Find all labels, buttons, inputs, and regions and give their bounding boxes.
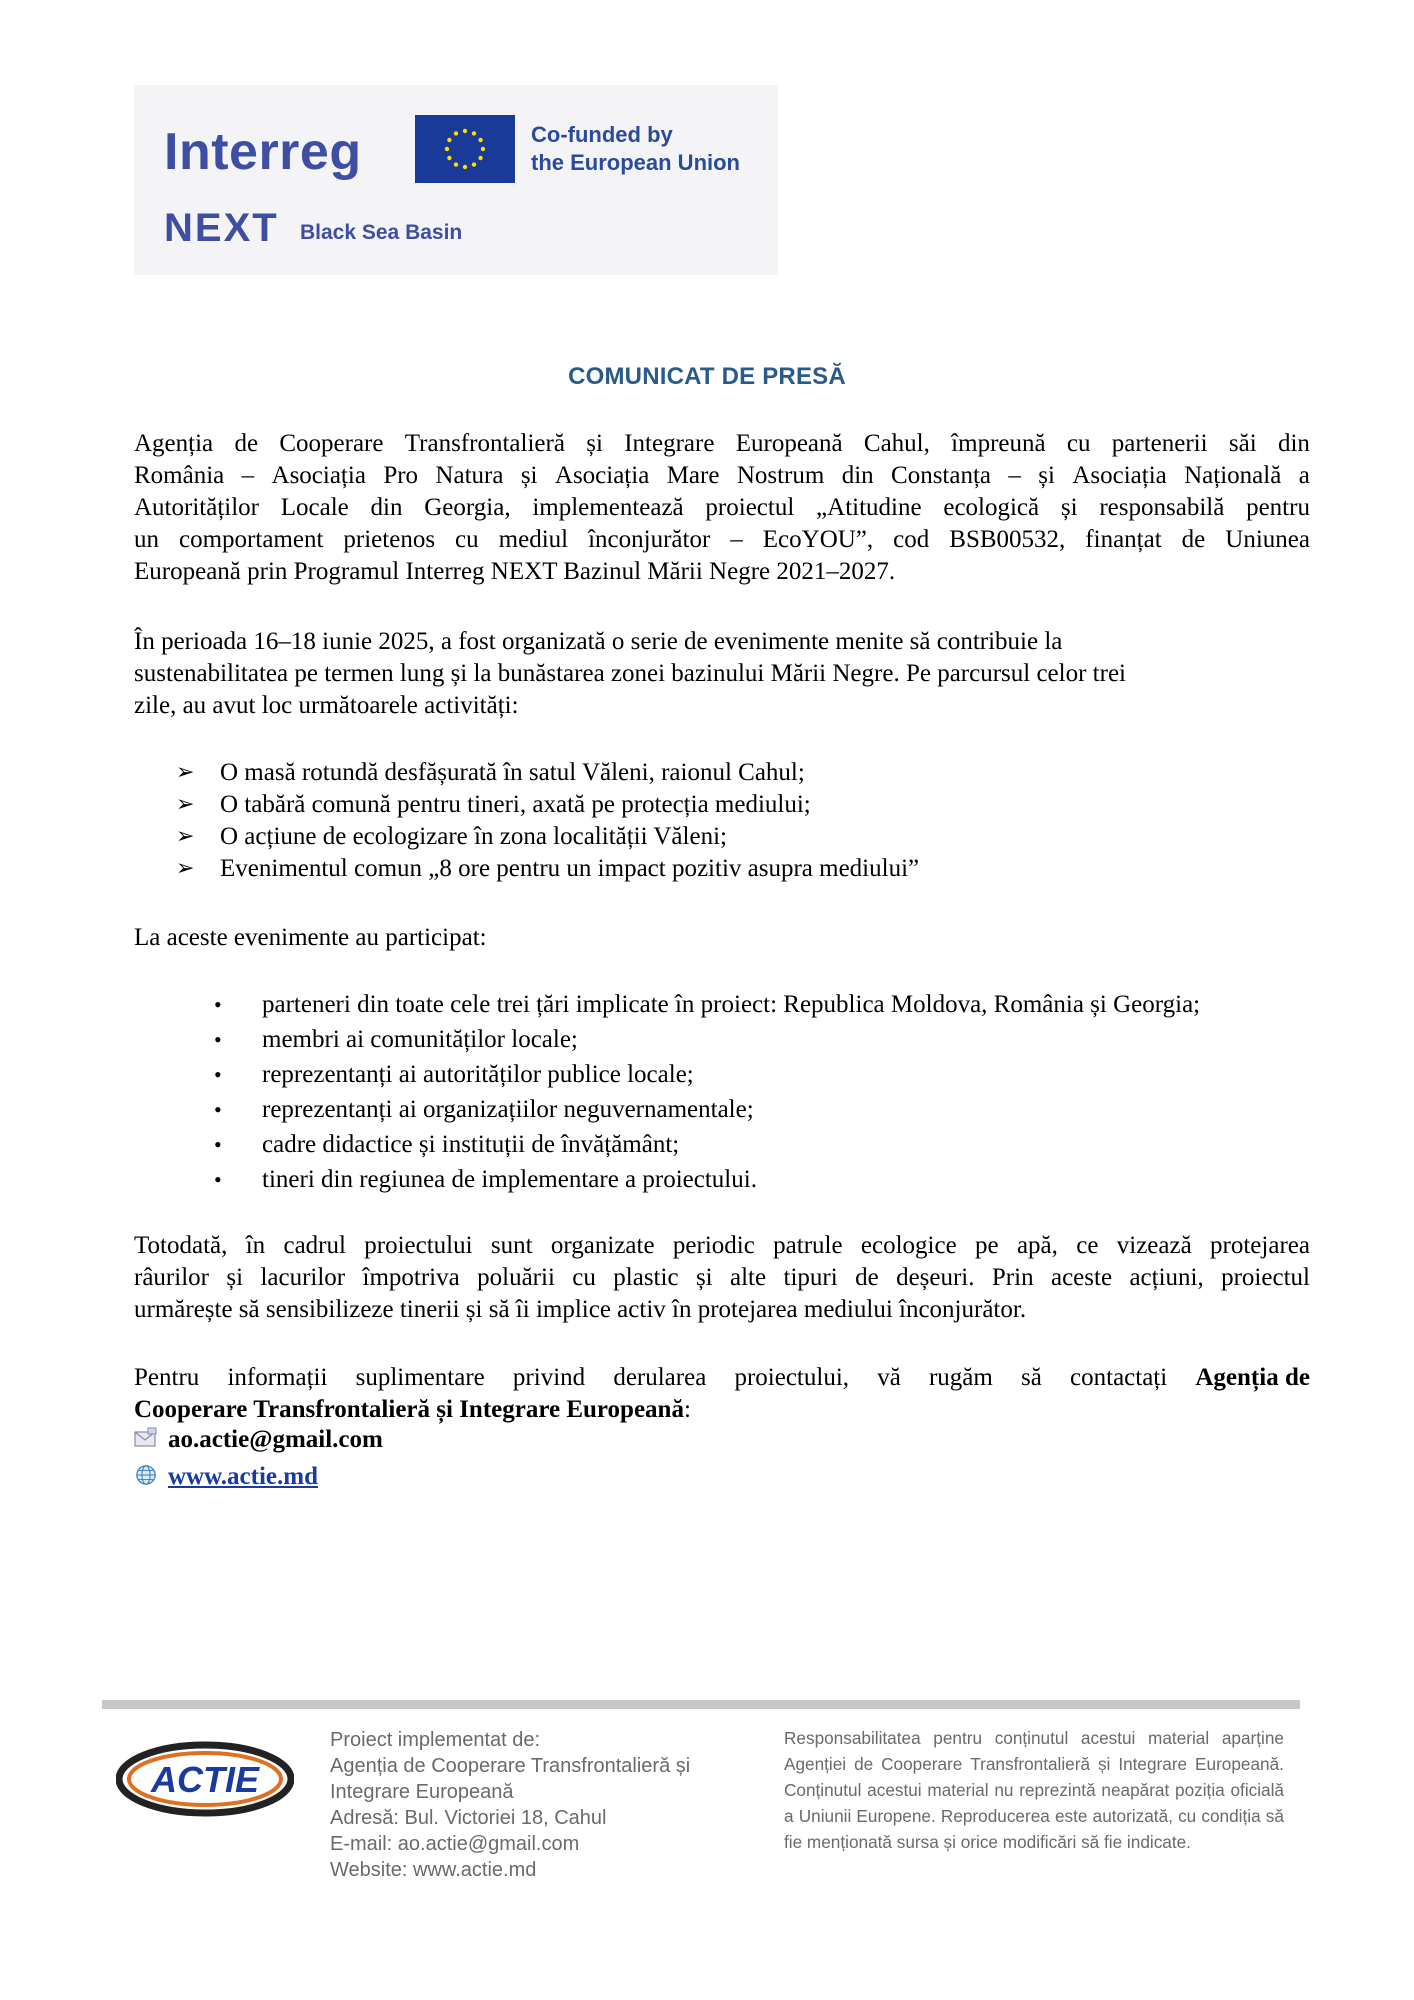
agency-name-part2: Cooperare Transfrontalieră și Integrare Europeană — [134, 1396, 684, 1423]
contact-email — [134, 1426, 383, 1454]
bullet-icon: • — [214, 992, 222, 1017]
actie-logo-text: ACTIE — [151, 1759, 259, 1800]
paragraph-line: Europeană prin Programul Interreg NEXT Bazinul Mării Negre 2021–2027. — [134, 558, 896, 585]
cofunded-line2: the European Union — [531, 150, 740, 175]
list-item: • parteneri din toate cele trei țări implicate în proiect: Republica Moldova, România și Georgia; — [214, 987, 1200, 1022]
list-item: • membri ai comunităților locale; — [214, 1022, 1200, 1057]
footer-line: Adresă: Bul. Victoriei 18, Cahul — [330, 1807, 607, 1829]
paragraph-line: Totodată, în cadrul proiectului sunt organizate periodic patrule ecologice pe apă, ce vizează protejarea — [134, 1232, 1310, 1259]
activities-list — [176, 757, 919, 885]
footer-line: Proiect implementat de: — [330, 1729, 541, 1751]
email-icon — [134, 1427, 158, 1449]
paragraph-line: râurilor și lacurilor împotriva poluării cu plastic și alte tipuri de deșeuri. Prin aceste acțiuni, proiectul — [134, 1264, 1310, 1291]
participants-intro: La aceste evenimente au participat: — [134, 924, 487, 951]
list-item: • cadre didactice și instituții de învățământ; — [214, 1127, 1200, 1162]
paragraph-line: România – Asociația Pro Natura și Asociația Mare Nostrum din Constanța – și Asociația Națională a — [134, 462, 1310, 489]
paragraph-line: urmărește să sensibilizeze tinerii și să îi implice activ în protejarea mediului înconjurător. — [134, 1296, 1027, 1323]
list-item: • tineri din regiunea de implementare a proiectului. — [214, 1162, 1200, 1197]
paragraph-line: Cooperare Transfrontalieră și Integrare Europeană: — [134, 1396, 691, 1423]
bullet-icon: • — [214, 1167, 222, 1192]
cofunded-text — [531, 121, 740, 177]
footer-line: Conținutul acestui material nu reprezintă neapărat poziția oficială — [784, 1780, 1284, 1800]
footer-implemented-by — [330, 1727, 750, 1883]
bullet-icon: • — [214, 1132, 222, 1157]
paragraph-line: În perioada 16–18 iunie 2025, a fost organizată o serie de evenimente menite să contribuie la — [134, 628, 1063, 655]
paragraph-line: Autorităților Locale din Georgia, implementează proiectul „Atitudine ecologică și responsabilă pentru — [134, 494, 1310, 521]
arrow-bullet-icon: ➢ — [176, 760, 195, 785]
list-item: ➢ O masă rotundă desfășurată în satul Văleni, raionul Cahul; — [176, 757, 919, 789]
cofunded-line1: Co-funded by — [531, 122, 673, 147]
bullet-icon: • — [214, 1062, 222, 1087]
footer-line: Agenția de Cooperare Transfrontalieră și — [330, 1755, 691, 1777]
bullet-icon: • — [214, 1027, 222, 1052]
footer-disclaimer — [784, 1725, 1284, 1855]
list-item: ➢ O tabără comună pentru tineri, axată pe protecția mediului; — [176, 789, 919, 821]
footer-line: Agenției de Cooperare Transfrontalieră și Integrare Europeană. — [784, 1754, 1284, 1774]
globe-icon — [134, 1464, 158, 1486]
paragraph-line: sustenabilitatea pe termen lung și la bunăstarea zonei bazinului Mării Negre. Pe parcursul celor trei — [134, 660, 1126, 687]
logo-next-text: NEXT — [164, 206, 279, 250]
arrow-bullet-icon: ➢ — [176, 792, 195, 817]
events-paragraph — [134, 626, 1310, 722]
intro-paragraph — [134, 428, 1310, 588]
list-item: ➢ O acțiune de ecologizare în zona localității Văleni; — [176, 821, 919, 853]
list-item: ➢ Evenimentul comun „8 ore pentru un impact pozitiv asupra mediului” — [176, 853, 919, 885]
footer-divider — [102, 1700, 1300, 1709]
logo-basin-text: Black Sea Basin — [300, 221, 463, 244]
paragraph-line: Pentru informații suplimentare privind derularea proiectului, vă rugăm să contactați Agenția de — [134, 1362, 1310, 1394]
footer-line: Integrare Europeană — [330, 1781, 514, 1803]
website-link[interactable]: www.actie.md — [168, 1463, 318, 1490]
list-item: • reprezentanți ai organizațiilor neguvernamentale; — [214, 1092, 1200, 1127]
arrow-bullet-icon: ➢ — [176, 824, 195, 849]
footer-line: E-mail: ao.actie@gmail.com — [330, 1833, 580, 1855]
contact-paragraph — [134, 1362, 1310, 1426]
logo-interreg-text: Interreg — [164, 123, 362, 181]
patrols-paragraph — [134, 1230, 1310, 1326]
eu-flag-icon — [415, 115, 515, 183]
contact-website — [134, 1463, 318, 1491]
email-text: ao.actie@gmail.com — [168, 1426, 383, 1453]
footer-line: Website: www.actie.md — [330, 1859, 537, 1881]
actie-logo — [116, 1735, 294, 1823]
list-item: • reprezentanți ai autorităților publice locale; — [214, 1057, 1200, 1092]
footer-line: fie menționată sursa și orice modificări să fie indicate. — [784, 1832, 1191, 1852]
agency-name-part1: Agenția de — [1195, 1364, 1310, 1391]
bullet-icon: • — [214, 1097, 222, 1122]
paragraph-line: un comportament prietenos cu mediul înconjurător – EcoYOU”, cod BSB00532, finanțat de Uniunea — [134, 526, 1310, 553]
arrow-bullet-icon: ➢ — [176, 856, 195, 881]
paragraph-line: Agenția de Cooperare Transfrontalieră și Integrare Europeană Cahul, împreună cu partenerii săi din — [134, 430, 1310, 457]
interreg-logo — [134, 85, 778, 275]
paragraph-line: zile, au avut loc următoarele activități: — [134, 692, 519, 719]
footer-line: Responsabilitatea pentru conținutul acestui material aparține — [784, 1728, 1284, 1748]
footer-line: a Uniunii Europene. Reproducerea este autorizată, cu condiția să — [784, 1806, 1284, 1826]
page-title: COMUNICAT DE PRESĂ — [568, 363, 846, 390]
participants-list — [214, 987, 1200, 1197]
